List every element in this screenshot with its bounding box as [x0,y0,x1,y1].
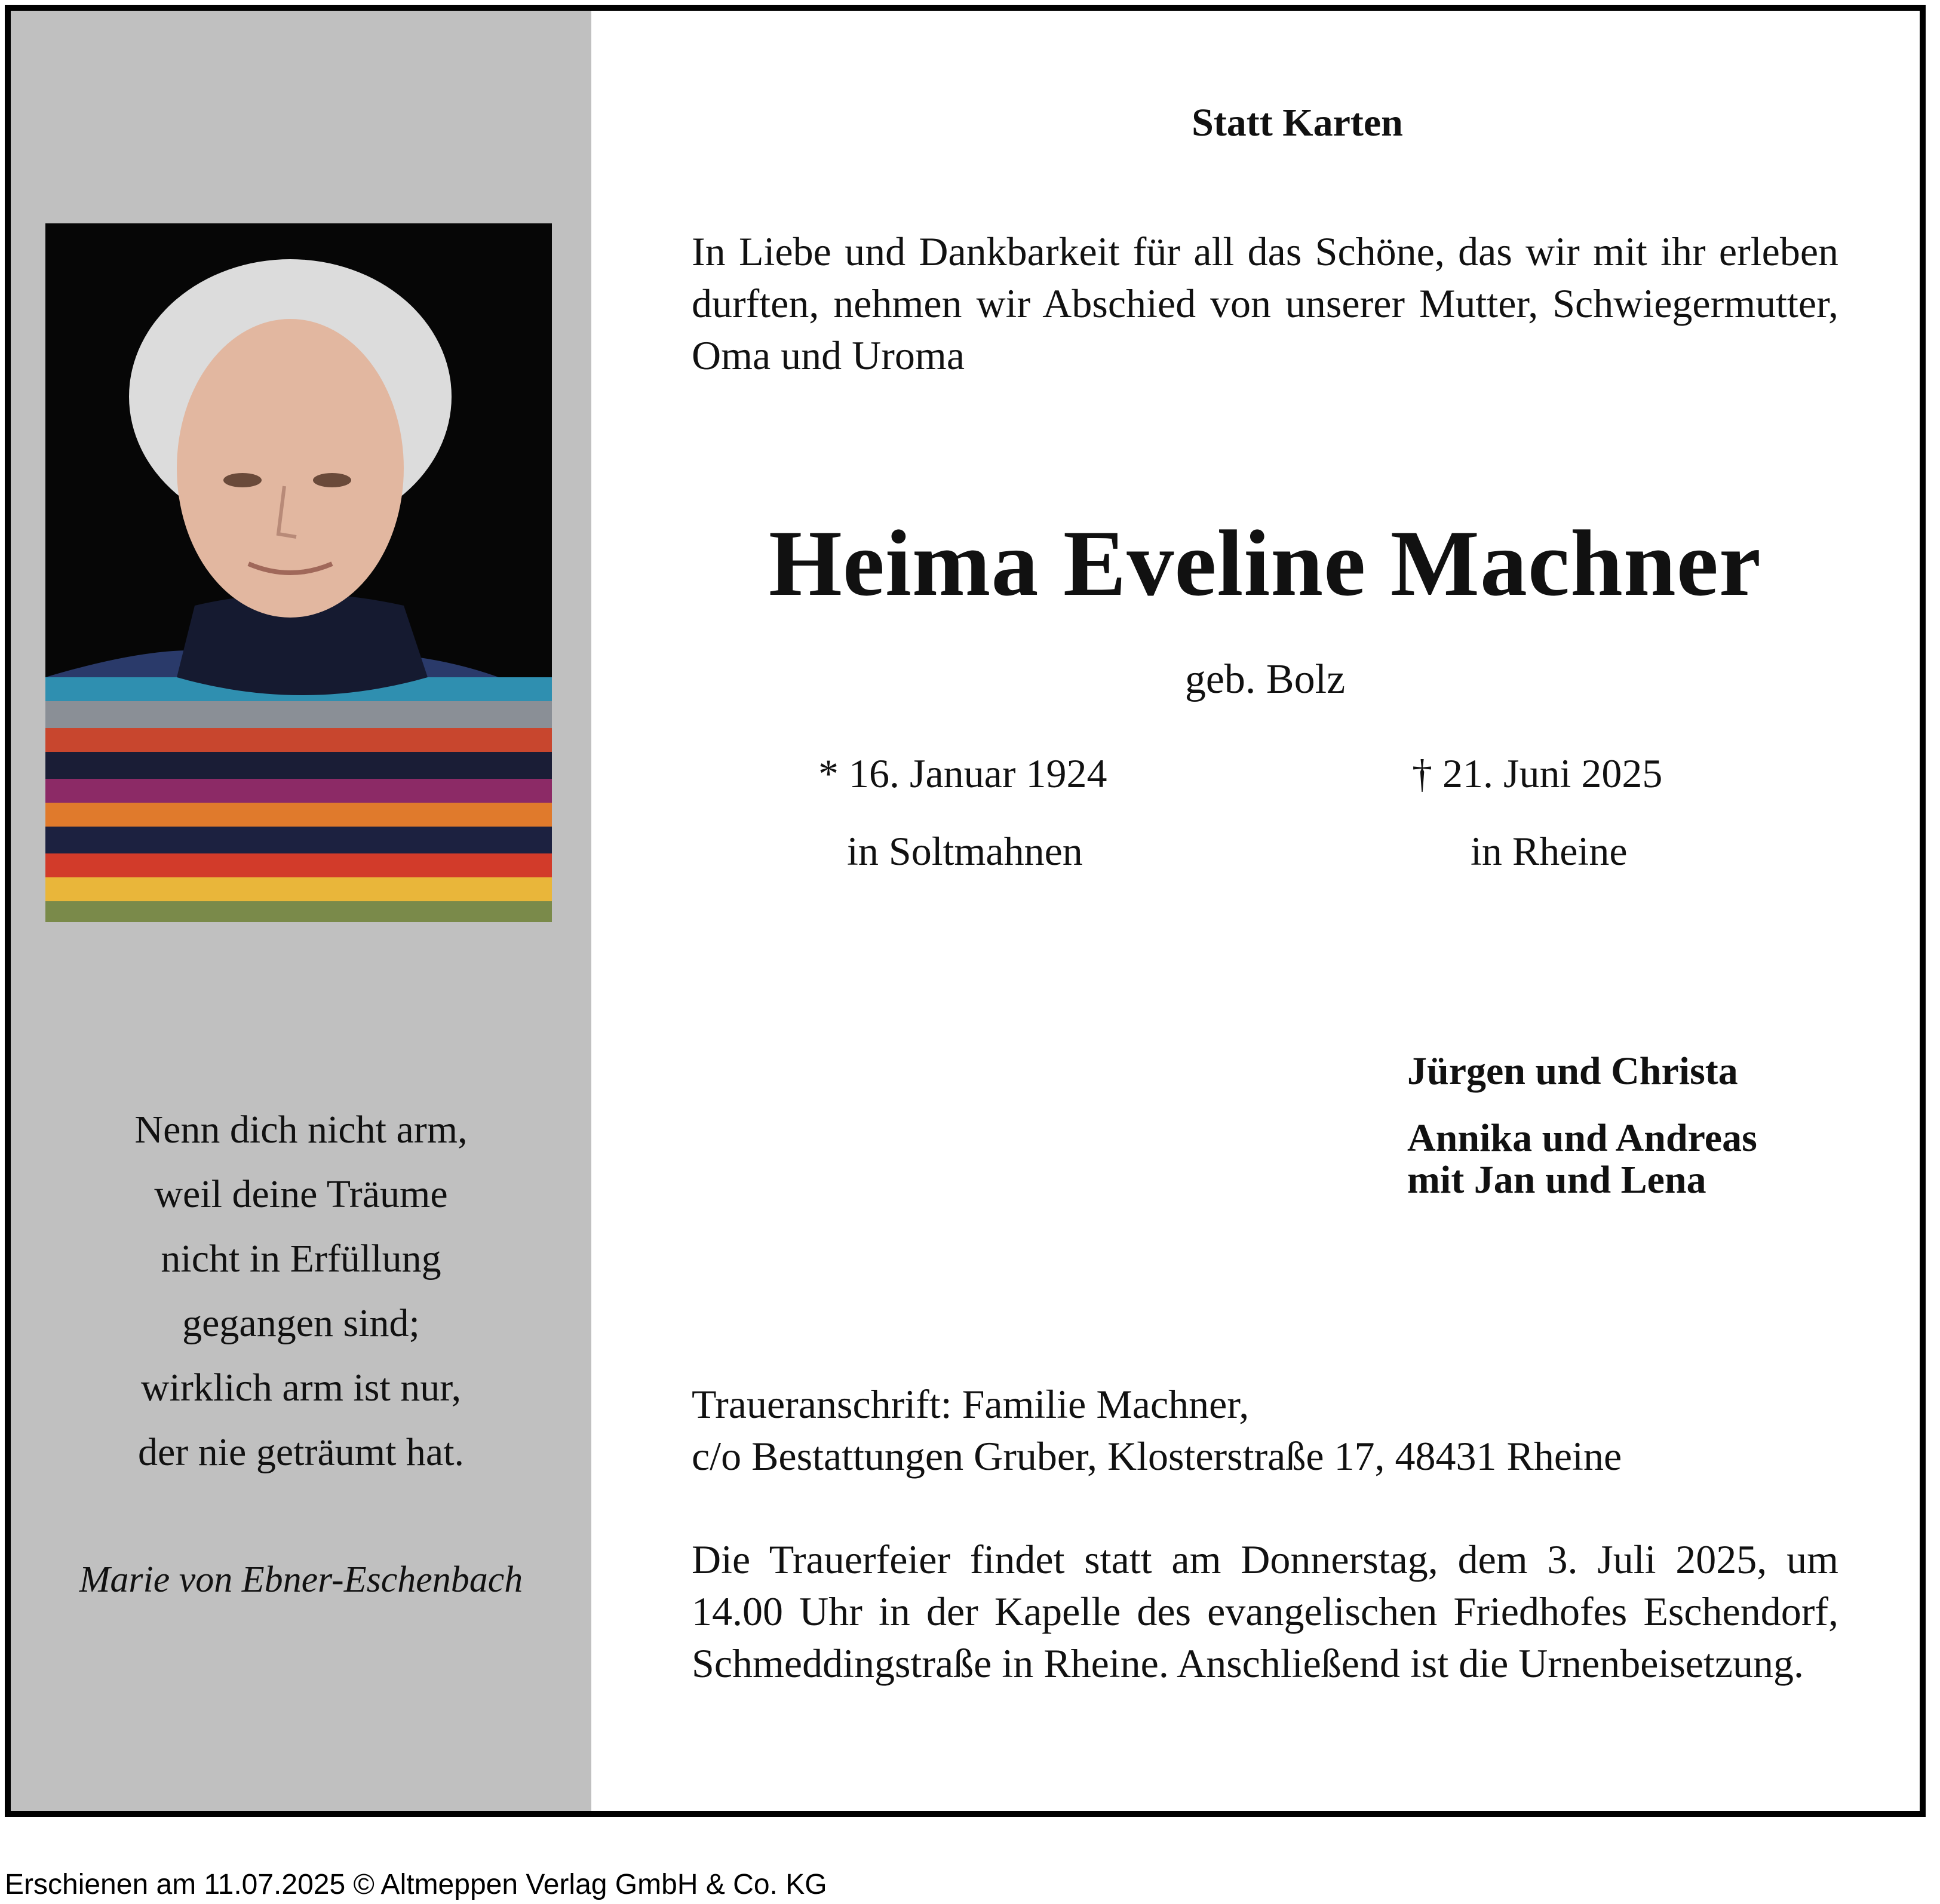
quote-line: der nie geträumt hat. [137,1430,465,1474]
sidebar-panel [11,11,591,1811]
maiden-name: geb. Bolz [1184,656,1346,702]
header-statt-karten: Statt Karten [1192,101,1403,145]
birth-place: in Soltmahnen [847,828,1083,874]
family-member: mit Jan und Lena [1407,1158,1706,1202]
portrait-illustration [45,223,552,922]
obituary-notice [5,5,1926,1817]
quote [11,1098,591,1485]
quote-author: Marie von Ebner-Eschenbach [79,1559,523,1600]
publication-footer: Erschienen am 11.07.2025 © Altmeppen Verlag GmbH & Co. KG [5,1869,827,1900]
quote-line: Nenn dich nicht arm, [134,1108,468,1151]
birth-date: * 16. Januar 1924 [818,751,1107,796]
death-date: † 21. Juni 2025 [1412,751,1663,796]
main-content [591,11,1920,1811]
family-member: Annika und Andreas [1407,1116,1757,1160]
quote-line: wirklich arm ist nur, [140,1366,462,1409]
deceased-name: Heima Eveline Machner [768,511,1762,616]
address-line: c/o Bestattungen Gruber, Klosterstraße 17, 48431 Rheine [692,1433,1622,1479]
family-member: Jürgen und Christa [1407,1049,1738,1093]
mourning-address [692,1378,1838,1482]
quote-line: nicht in Erfüllung [161,1237,441,1280]
death-place: in Rheine [1471,828,1628,874]
intro-text: In Liebe und Dankbarkeit für all das Schöne, das wir mit ihr erleben durften, nehmen wir Abschied von unserer Mutter, Schwiegermutter, Oma und Uroma [692,229,1838,378]
address-line: Traueranschrift: Familie Machner, [692,1381,1250,1427]
quote-line: weil deine Träume [154,1172,448,1216]
ceremony-text: Die Trauerfeier findet statt am Donnerstag, dem 3. Juli 2025, um 14.00 Uhr in der Kapelle des evangelischen Friedhofes Eschendorf, Schmeddingstraße in Rheine. Anschließend ist die Urnenbeisetzung. [692,1537,1838,1686]
quote-line: gegangen sind; [182,1301,420,1345]
portrait-photo [45,223,552,922]
